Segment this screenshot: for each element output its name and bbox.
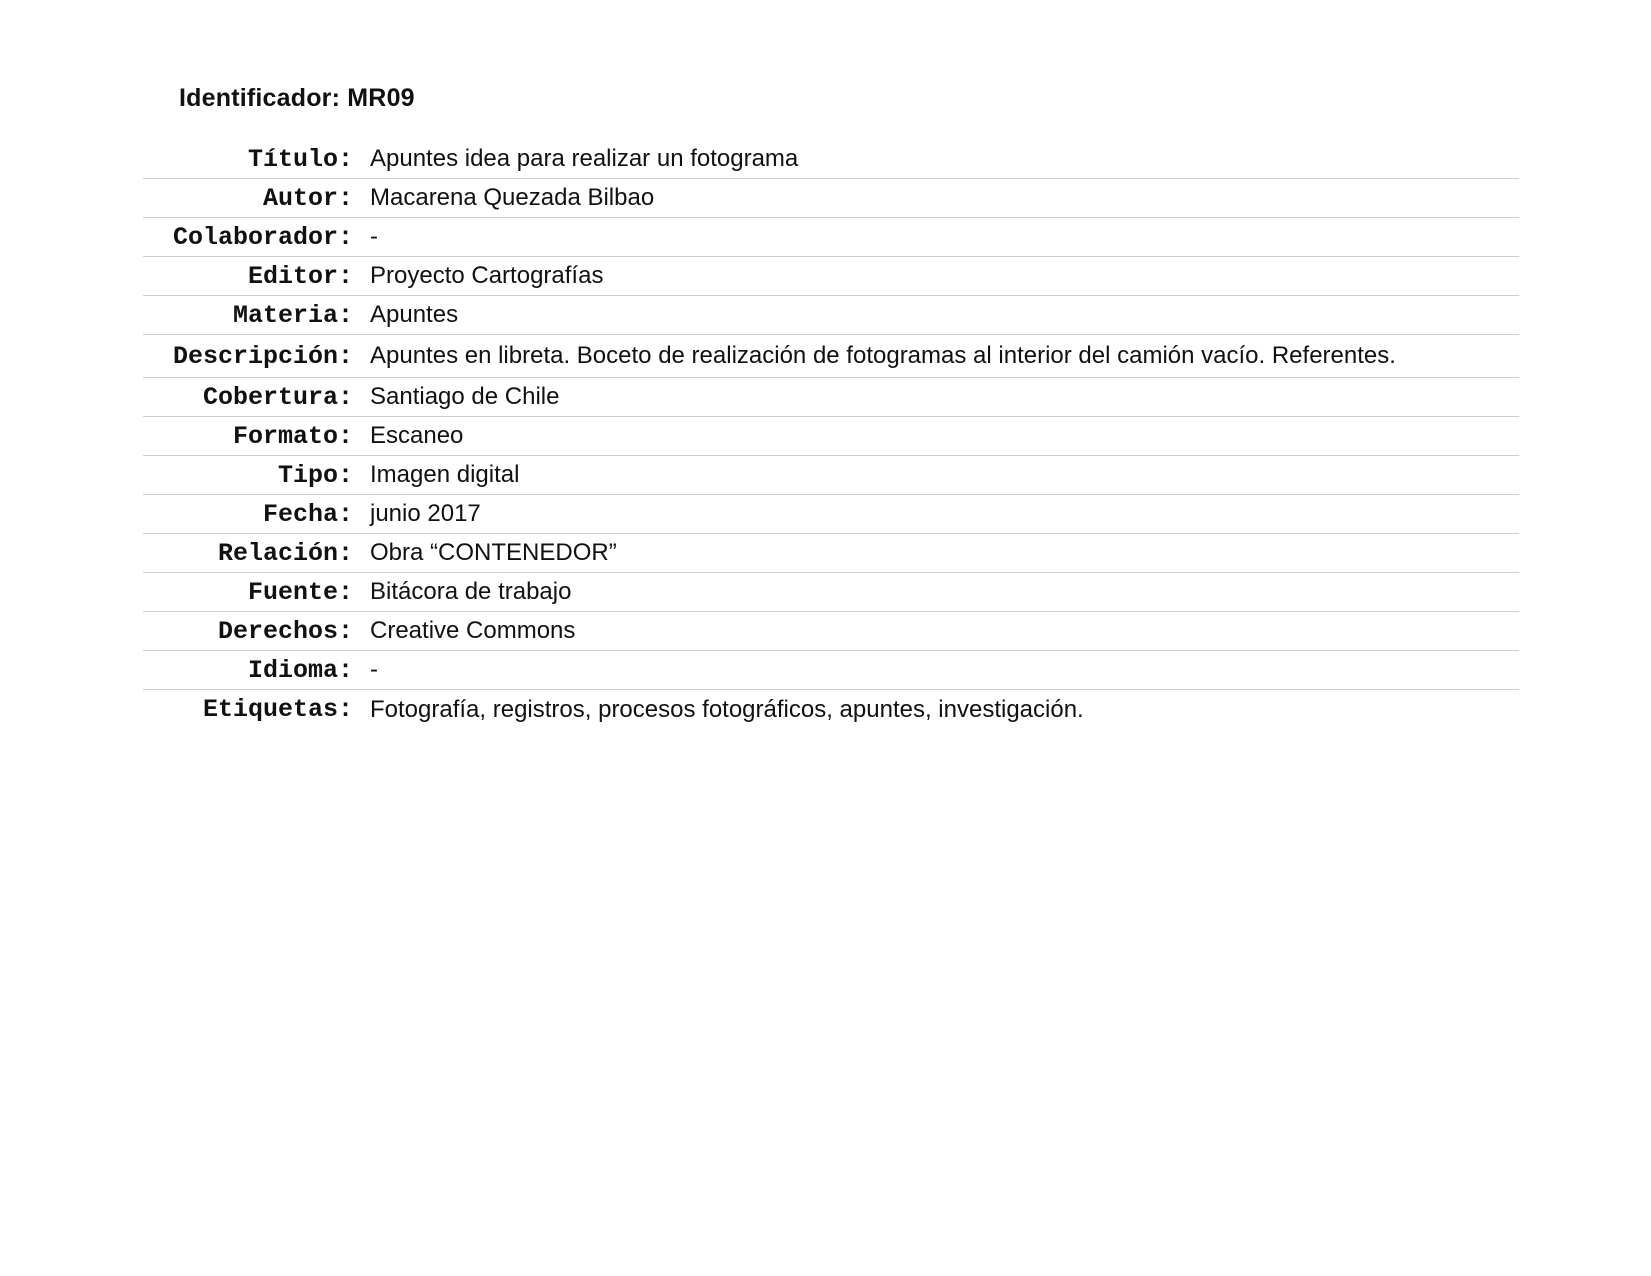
- metadata-row-formato: [143, 417, 1519, 456]
- metadata-value: Santiago de Chile: [370, 383, 560, 410]
- metadata-value: Creative Commons: [370, 617, 576, 644]
- metadata-row-derechos: [143, 612, 1519, 651]
- metadata-row-etiquetas: [143, 690, 1519, 729]
- metadata-row-fecha: [143, 495, 1519, 534]
- metadata-label: Fuente:: [247, 577, 353, 607]
- metadata-value: Imagen digital: [370, 461, 520, 488]
- metadata-label: Materia:: [232, 300, 353, 330]
- metadata-value: -: [370, 656, 378, 683]
- metadata-table: [143, 140, 1519, 729]
- metadata-value: -: [370, 223, 378, 250]
- metadata-label: Formato:: [232, 421, 353, 451]
- metadata-row-fuente: [143, 573, 1519, 612]
- metadata-value: Macarena Quezada Bilbao: [370, 184, 655, 211]
- metadata-row-descripcion: [143, 335, 1519, 378]
- metadata-value: Apuntes en libreta. Boceto de realización de fotogramas al interior del camión vacío. Referentes.: [370, 342, 1396, 369]
- metadata-label: Título:: [247, 144, 353, 174]
- metadata-value: Apuntes idea para realizar un fotograma: [370, 145, 799, 172]
- metadata-label: Fecha:: [262, 499, 353, 529]
- record-identifier: Identificador: MR09: [179, 84, 415, 112]
- metadata-label: Editor:: [247, 261, 353, 291]
- metadata-value: Fotografía, registros, procesos fotográficos, apuntes, investigación.: [370, 695, 1084, 723]
- metadata-label: Tipo:: [277, 460, 353, 490]
- metadata-row-materia: [143, 296, 1519, 335]
- metadata-label: Autor:: [262, 183, 353, 213]
- metadata-value: Obra “CONTENEDOR”: [370, 539, 617, 566]
- metadata-label: Cobertura:: [202, 382, 353, 412]
- metadata-row-tipo: [143, 456, 1519, 495]
- metadata-label: Descripción:: [172, 341, 353, 371]
- metadata-value: Escaneo: [370, 422, 464, 449]
- metadata-value: junio 2017: [370, 500, 481, 527]
- metadata-label: Idioma:: [247, 655, 353, 685]
- metadata-value: Proyecto Cartografías: [370, 262, 604, 289]
- metadata-row-editor: [143, 257, 1519, 296]
- metadata-label: Relación:: [217, 538, 353, 568]
- metadata-label: Colaborador:: [172, 222, 353, 252]
- metadata-label: Etiquetas:: [202, 695, 353, 724]
- metadata-value: Bitácora de trabajo: [370, 578, 572, 605]
- metadata-label: Derechos:: [217, 616, 353, 646]
- metadata-row-colaborador: [143, 218, 1519, 257]
- metadata-row-autor: [143, 179, 1519, 218]
- metadata-row-titulo: [143, 140, 1519, 179]
- metadata-row-relacion: [143, 534, 1519, 573]
- metadata-row-cobertura: [143, 378, 1519, 417]
- metadata-row-idioma: [143, 651, 1519, 690]
- metadata-value: Apuntes: [370, 301, 459, 328]
